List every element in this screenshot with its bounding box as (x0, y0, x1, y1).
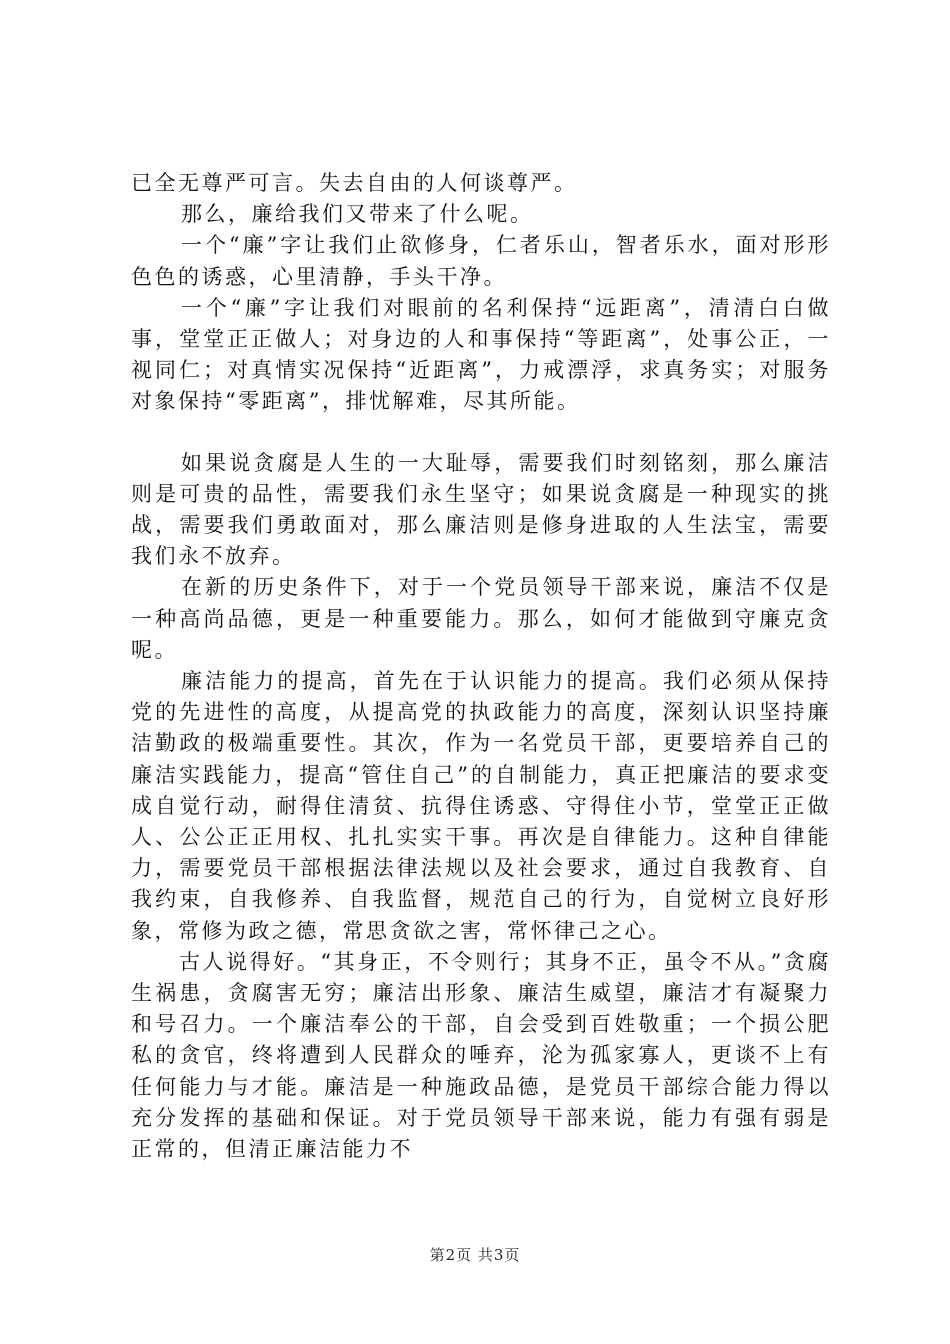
document-body (131, 168, 831, 1165)
paragraph-5: 如果说贪腐是人生的一大耻辱，需要我们时刻铭刻，那么廉洁则是可贵的品性，需要我们永生坚守；如果说贪腐是一种现实的挑战，需要我们勇敢面对，那么廉洁则是修身进取的人生法宝，需要我们永不放弃。 (131, 450, 831, 569)
paragraph-6: 在新的历史条件下，对于一个党员领导干部来说，廉洁不仅是一种高尚品德，更是一种重要能力。那么，如何才能做到守廉克贪呢。 (131, 575, 831, 662)
paragraph-4: 一个“廉”字让我们对眼前的名利保持“远距离”，清清白白做事，堂堂正正做人；对身边的人和事保持“等距离”，处事公正，一视同仁；对真情实况保持“近距离”，力戒漂浮，求真务实；对服务对象保持“零距离”，排忧解难，尽其所能。 (131, 295, 831, 414)
paragraph-8: 古人说得好。“其身正，不令则行；其身不正，虽令不从。”贪腐生祸患，贪腐害无穷；廉洁出形象、廉洁生威望，廉洁才有凝聚力和号召力。一个廉洁奉公的干部，自会受到百姓敬重；一个损公肥私的贪官，终将遭到人民群众的唾弃，沦为孤家寡人，更谈不上有任何能力与才能。廉洁是一种施政品德，是党员干部综合能力得以充分发挥的基础和保证。对于党员领导干部来说，能力有强有弱是正常的，但清正廉洁能力不 (131, 949, 831, 1162)
paragraph-1: 已全无尊严可言。失去自由的人何谈尊严。 (131, 171, 578, 195)
paragraph-3: 一个“廉”字让我们止欲修身，仁者乐山，智者乐水，面对形形色色的诱惑，心里清静，手头干净。 (131, 233, 831, 289)
paragraph-7: 廉洁能力的提高，首先在于认识能力的提高。我们必须从保持党的先进性的高度，从提高党的执政能力的高度，深刻认识坚持廉洁勤政的极端重要性。其次，作为一名党员干部，更要培养自己的廉洁实践能力，提高“管住自己”的自制能力，真正把廉洁的要求变成自觉行动，耐得住清贫、抗得住诱惑、守得住小节，堂堂正正做人、公公正正用权、扎扎实实干事。再次是自律能力。这种自律能力，需要党员干部根据法律法规以及社会要求，通过自我教育、自我约束，自我修养、自我监督，规范自己的行为，自觉树立良好形象，常修为政之德，常思贪欲之害，常怀律己之心。 (131, 669, 831, 943)
page-footer: 第2页 共3页 (429, 1246, 521, 1264)
paragraph-2: 那么，廉给我们又带来了什么呢。 (181, 202, 534, 227)
